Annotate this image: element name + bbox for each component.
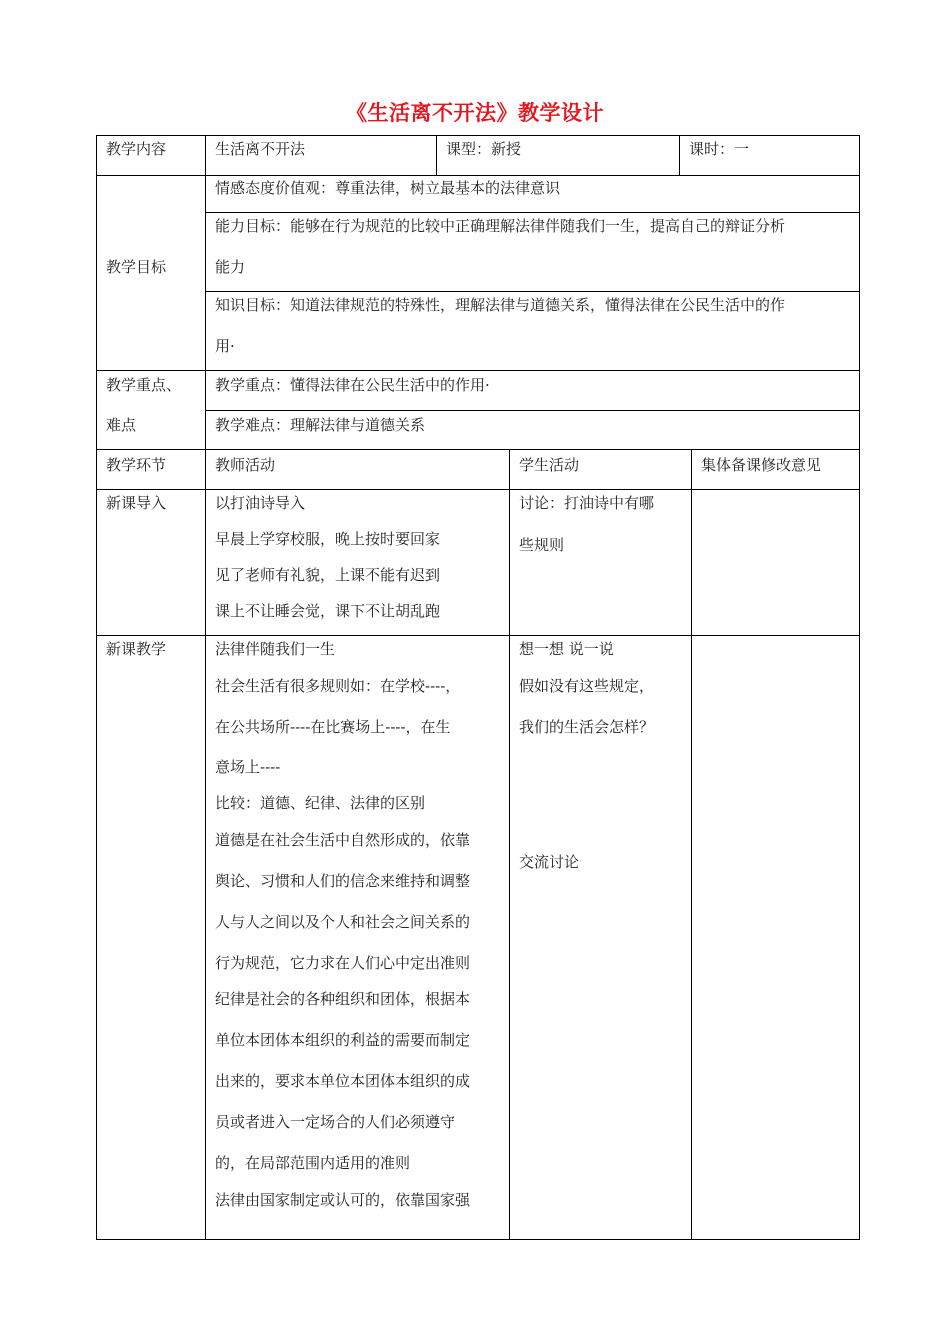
intro-teacher-line: 见了老师有礼貌，上课不能有迟到 [215,566,441,584]
lesson-teacher-line: 行为规范，它力求在人们心中定出准则 [215,954,471,972]
lesson-stage: 新课教学 [106,640,167,658]
header-student: 学生活动 [519,456,580,474]
lesson-teacher-line: 法律伴随我们一生 [215,640,336,658]
lesson-teacher-line: 单位本团体本组织的利益的需要而制定 [215,1031,471,1049]
intro-stage: 新课导入 [106,494,167,512]
header-stage: 教学环节 [106,456,167,474]
lesson-teacher-line: 的，在局部范围内适用的准则 [215,1154,411,1172]
intro-teacher-line: 课上不让睡会觉，课下不让胡乱跑 [215,602,441,620]
lesson-student-line: 想一想 说一说 [519,640,614,658]
periods: 课时：一 [689,140,750,158]
content-value: 生活离不开法 [215,140,306,158]
lesson-teacher-line: 舆论、习惯和人们的信念来维持和调整 [215,872,471,890]
lesson-teacher-line: 法律由国家制定或认可的，依靠国家强 [215,1191,471,1209]
goal-emotion: 情感态度价值观：尊重法律，树立最基本的法律意识 [215,179,561,197]
lesson-teacher-line: 在公共场所----在比赛场上----，在生 [215,718,451,736]
content-label: 教学内容 [106,140,167,158]
lesson-teacher-line: 纪律是社会的各种组织和团体，根据本 [215,990,471,1008]
intro-teacher-line: 早晨上学穿校服，晚上按时要回家 [215,530,441,548]
lesson-teacher-line: 道德是在社会生活中自然形成的，依靠 [215,831,471,849]
lesson-stage-cell [96,635,205,1240]
goal-ability-line-1: 能力目标：能够在行为规范的比较中正确理解法律伴随我们一生，提高自己的辩证分析 [215,217,786,235]
lesson-student-line: 假如没有这些规定， [519,677,655,695]
intro-revision-cell [691,489,860,635]
lesson-revision-cell [691,635,860,1240]
lesson-teacher-line: 出来的，要求本单位本团体本组织的成 [215,1072,471,1090]
lesson-teacher-line: 社会生活有很多规则如：在学校----， [215,677,461,695]
document-title: 《生活离不开法》教学设计 [346,101,604,125]
lesson-teacher-line: 意场上---- [215,758,281,776]
goal-knowledge-line-2: 用· [215,337,235,355]
lesson-student-line: 交流讨论 [519,853,580,871]
header-teacher: 教师活动 [215,456,276,474]
goal-ability-line-2: 能力 [215,258,246,276]
intro-student-line: 讨论：打油诗中有哪 [519,494,655,512]
lesson-teacher-line: 人与人之间以及个人和社会之间关系的 [215,913,471,931]
key-label-line-1: 教学重点、 [106,376,182,394]
lesson-type: 课型：新授 [446,140,522,158]
key-point: 教学重点：懂得法律在公民生活中的作用· [215,376,490,394]
header-revision: 集体备课修改意见 [701,456,822,474]
intro-teacher-line: 以打油诗导入 [215,494,306,512]
lesson-student-line: 我们的生活会怎样？ [519,718,655,736]
goals-label: 教学目标 [106,258,167,276]
intro-student-line: 些规则 [519,536,565,554]
lesson-teacher-line: 员或者进入一定场合的人们必须遵守 [215,1113,456,1131]
lesson-teacher-line: 比较：道德、纪律、法律的区别 [215,794,426,812]
goal-knowledge-line-1: 知识目标：知道法律规范的特殊性，理解法律与道德关系，懂得法律在公民生活中的作 [215,296,786,314]
key-label-line-2: 难点 [106,416,137,434]
difficulty: 教学难点：理解法律与道德关系 [215,416,426,434]
